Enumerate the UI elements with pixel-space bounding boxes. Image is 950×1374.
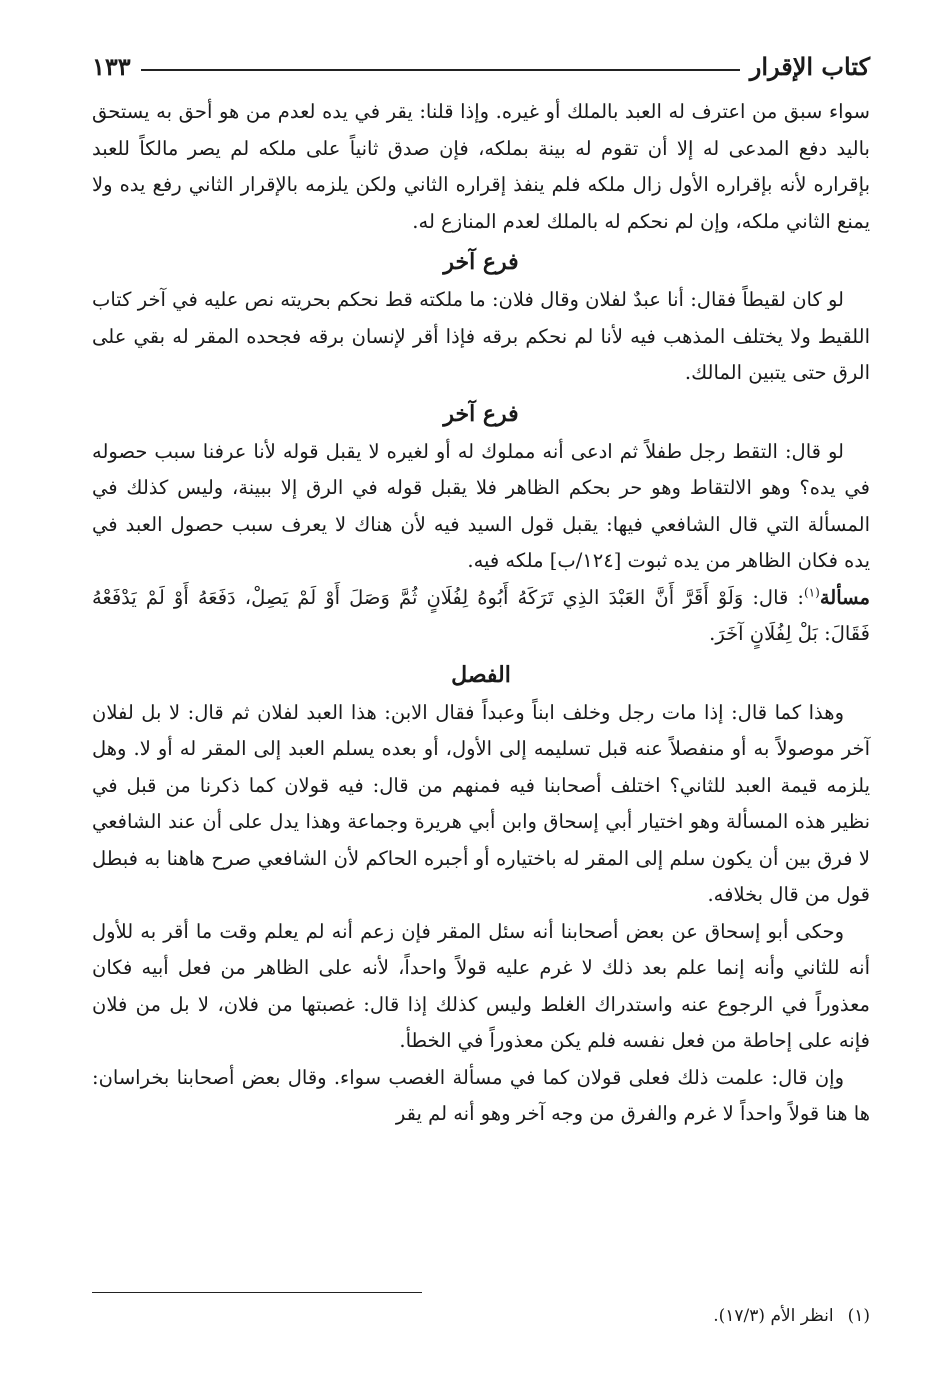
section-heading: فرع آخر — [443, 400, 519, 427]
footnote-number: (١) — [847, 1306, 870, 1326]
section-heading: فرع آخر — [443, 249, 519, 275]
running-head — [92, 48, 870, 84]
masala-text: وَلَوْ أَقَرَّ أَنَّ العَبْدَ الذِي تَرَكَهُ أَبُوهُ لِفُلَانٍ ثُمَّ وَصَلَ أَوْ لَمْ يَصِلْ، دَفَعَهُ أَوْ لَمْ يَدْفَعْهُ فَقَالَ: بَلْ لِفُلَانٍ آخَرَ. — [92, 585, 870, 645]
book-title: كتاب الإقرار — [749, 51, 870, 81]
paragraph: لو كان لقيطاً فقال: أنا عبدٌ لفلان وقال فلان: ما ملكته قط نحكم بحريته نص عليه في آخر كتاب اللقيط ولا يختلف المذهب فيه لأنا لم نحكم برقه فإذا أقر لإنسان برقه فجحده المقر له بقي على الرق حتى يتبين المالك. — [92, 288, 870, 384]
paragraph: وحكى أبو إسحاق عن بعض أصحابنا أنه سئل المقر فإن زعم أنه لم يعلم وقت ما أقر به للأول أنه للثاني وأنه إنما علم بعد ذلك لا غرم عليه قولاً واحداً، لأنه على الظاهر من فعل أبيه فكان معذوراً في الرجوع عنه واستدراك الغلط وليس كذلك إذا قال: غصبتها من فلان، لا بل من فلان فإنه على إحاطة من فعل نفسه فلم يكن معذوراً في الخطأ. — [92, 919, 870, 1052]
section-heading: الفصل — [451, 661, 511, 688]
masala-label: مسألة — [819, 585, 870, 609]
paragraph: سواء سبق من اعترف له العبد بالملك أو غيره. وإذا قلنا: يقر في يده لعدم من هو أحق به يستحق باليد دفع المدعى له إلا أن تقوم له بينة بملكه، فإن صدق ثانياً على ملكه لم يصر مالكاً للعبد بإقراره لأنه بإقراره الأول زال ملكه فلم ينفذ إقراره الثاني ولكن يلزمه بالإقرار الثاني رفع يده ولا يمنع الثاني ملكه، وإن لم نحكم له بالملك لعدم المنازع له. — [92, 100, 870, 233]
paragraph: وإن قال: علمت ذلك فعلى قولان كما في مسألة الغصب سواء. وقال بعض أصحابنا بخراسان: ها هنا قولاً واحداً لا غرم والفرق من وجه آخر وهو أنه لم يقر — [92, 1065, 870, 1125]
book-page — [92, 40, 870, 1340]
footnote-divider — [92, 1292, 422, 1293]
footnote-marker: (١) — [803, 585, 820, 599]
footnote — [92, 1302, 870, 1330]
page-body — [92, 94, 870, 1133]
paragraph: وهذا كما قال: إذا مات رجل وخلف ابناً وعبداً فقال الابن: هذا العبد لفلان ثم قال: لا بل لفلان آخر موصولاً به أو منفصلاً عنه قبل تسليمه إلى الأول، أو بعده يسلم العبد إلى المقر له أو لا. وهل يلزمه قيمة العبد للثاني؟ اختلف أصحابنا فيه فمنهم من قال: فيه قولان كما ذكرنا من قبل في نظير هذه المسألة وهو اختيار أبي إسحاق وابن أبي هريرة وجماعة وهذا يدل على أن عند الشافعي لا فرق بين أن يكون سلم إلى المقر له باختياره أو أجبره الحاكم لأن الشافعي صرح هاهنا به فبطل قول من قال بخلافه. — [92, 700, 870, 906]
masala-paragraph — [92, 580, 870, 653]
paragraph: لو قال: التقط رجل طفلاً ثم ادعى أنه مملوك له أو لغيره لا يقبل قوله لأنا عرفنا سبب حصوله في يده؟ وهو الالتقاط وهو حر بحكم الظاهر فلا يقبل قوله في الرق إلا ببينة، وليس كذلك في المسألة التي قال الشافعي فيها: يقبل قول السيد فيه لأن هناك لا يعرف سبب حصول العبد في يده فكان الظاهر من يده ثبوت [١٢٤/ب] ملكه فيه. — [92, 439, 870, 572]
page-number: ١٣٣ — [92, 51, 131, 81]
footnote-text: انظر الأم (١٧/٣). — [713, 1306, 834, 1326]
header-rule — [141, 69, 740, 71]
masala-intro: : قال: — [743, 585, 804, 609]
